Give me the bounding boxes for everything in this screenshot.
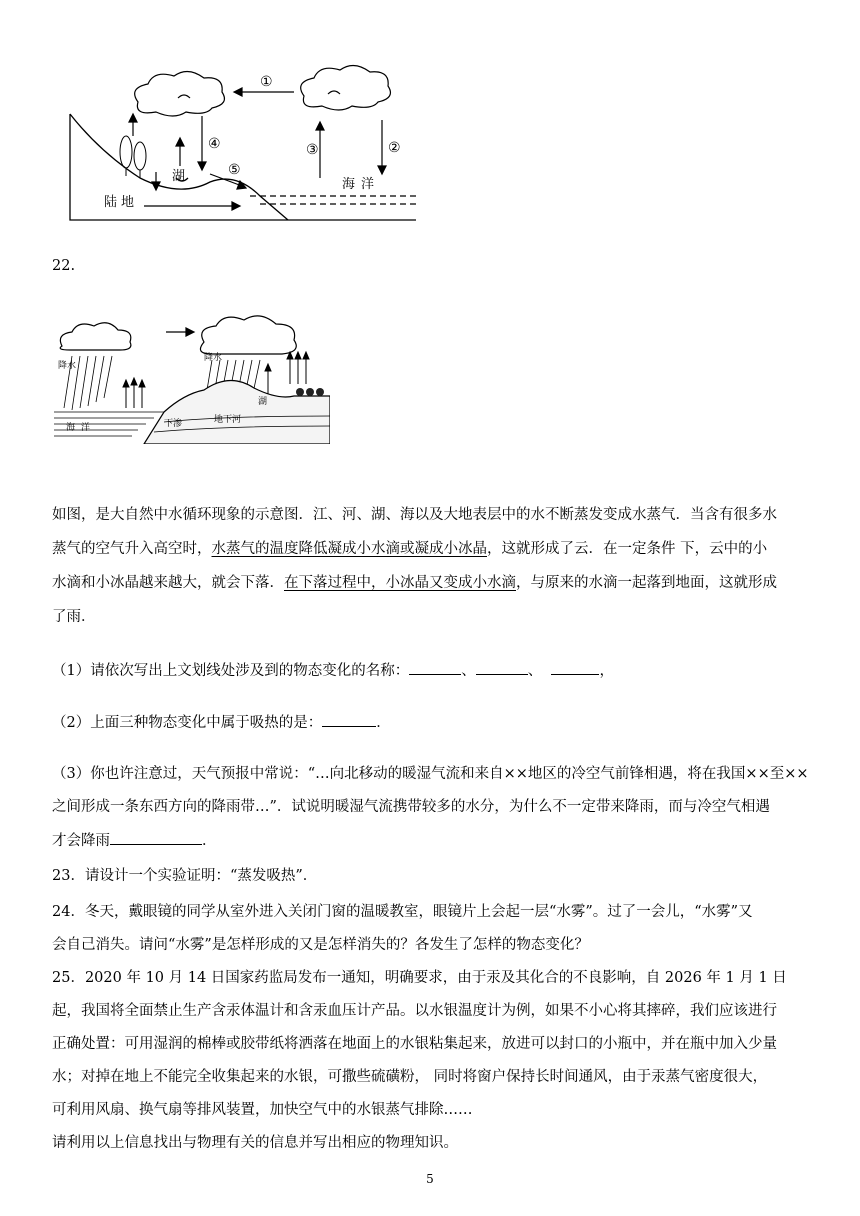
- arrow-4-label: ④: [208, 136, 221, 152]
- cloud-small: [60, 323, 131, 350]
- q25-line-2: 起，我国将全面禁止生产含汞体温计和含汞血压计产品。以水银温度计为例，如果不小心将其摔碎，我们应该进行: [52, 1003, 777, 1019]
- q22-sub-1: [52, 660, 812, 681]
- lake-label: 湖: [258, 397, 268, 407]
- ocean-label: 海洋: [342, 177, 381, 192]
- arrow-2: [378, 120, 386, 174]
- q22-para-line-2: [52, 539, 812, 559]
- question-number-22: 22.: [52, 258, 76, 274]
- q22-sub-1-sep-2: 、: [527, 663, 543, 679]
- seep-label: 下渗: [164, 419, 183, 429]
- q22-sub-1-end: ，: [599, 663, 614, 679]
- answer-blank-2[interactable]: [476, 660, 528, 675]
- page-number: 5: [426, 1172, 434, 1186]
- lake-label: 湖: [172, 169, 186, 184]
- arrow-2-label: ②: [388, 140, 401, 156]
- q22-sub-3-line-1: （3）你也许注意过，天气预报中常说：“…向北移动的暖湿气流和来自××地区的冷空气前锋相遇，将在我国××至××: [52, 766, 809, 782]
- trees-icon: [120, 136, 146, 178]
- ocean-label: 海洋: [66, 423, 97, 433]
- q22-sub-3-line-3: [52, 830, 812, 851]
- q22-para-line-2-post: ，这就形成了云．在一定条件 下，云中的小: [487, 541, 768, 557]
- q22-para-line-3-pre: 水滴和小冰晶越来越大，就会下落．: [52, 575, 284, 591]
- arrow-1-label: ①: [260, 74, 273, 90]
- q22-para-line-1: 如图，是大自然中水循环现象的示意图．江、河、湖、海以及大地表层中的水不断蒸发变成水蒸气．当含有很多水: [52, 507, 777, 523]
- q22-para-line-3-post: ，与原来的水滴一起落到地面，这就形成: [516, 575, 777, 591]
- arrow-3-label: ③: [306, 142, 319, 158]
- q22-sub-3-line-3-pre: 才会降雨: [52, 833, 110, 849]
- rain-right-label: 降水: [204, 353, 223, 363]
- answer-blank-1[interactable]: [409, 660, 461, 675]
- cloud-left: [135, 71, 225, 116]
- cloud-right: [301, 65, 391, 110]
- rain-left-label: 降水: [58, 361, 77, 371]
- ocean-waves: [250, 196, 416, 204]
- q24-line-1: 24．冬天，戴眼镜的同学从室外进入关闭门窗的温暖教室，眼镜片上会起一层“水雾”。过了一会儿，“水雾”又: [52, 904, 753, 920]
- q23-text: 23．请设计一个实验证明：“蒸发吸热”．: [52, 868, 318, 884]
- q22-sub-2-text: （2）上面三种物态变化中属于吸热的是：: [52, 715, 323, 731]
- arrow-5-label: ⑤: [228, 162, 241, 178]
- arrow-ground: [144, 202, 240, 210]
- arrow-tree-up: [129, 114, 160, 190]
- cloud-large: [200, 316, 296, 354]
- q22-para-line-2-pre: 蒸气的空气升入高空时，: [52, 541, 212, 557]
- q22-underline-1: 水蒸气的温度降低凝成小水滴或凝成小冰晶: [211, 541, 487, 557]
- q22-sub-3-line-2: 之间形成一条东西方向的降雨带…”．试说明暖湿气流携带较多的水分，为什么不一定带来降雨，而与冷空气相遇: [52, 799, 770, 815]
- q25-line-5: 可利用风扇、换气扇等排风装置，加快空气中的水银蒸气排除……: [52, 1102, 473, 1118]
- answer-blank-3[interactable]: [551, 660, 599, 675]
- underground-river-label: 地下河: [214, 415, 242, 425]
- arrow-4: [198, 116, 206, 170]
- trees-icon: [296, 388, 324, 396]
- water-cycle-diagram-1: [60, 62, 420, 222]
- q22-sub-2-end: ．: [376, 715, 391, 731]
- arrow-lake-up: [176, 138, 184, 166]
- q24-line-2: 会自己消失。请问“水雾”是怎样形成的又是怎样消失的？各发生了怎样的物态变化？: [52, 937, 589, 953]
- q22-sub-2: [52, 712, 812, 733]
- q22-sub-1-sep-1: 、: [461, 663, 476, 679]
- q22-para-line-4: 了雨．: [52, 609, 96, 625]
- q22-sub-3-line-3-end: ．: [202, 833, 217, 849]
- q25-line-1: 25．2020 年 10 月 14 日国家药监局发布一通知，明确要求，由于汞及其化合的不良影响，自 2026 年 1 月 1 日: [52, 970, 787, 986]
- land-label: 陆地: [104, 195, 139, 210]
- q22-sub-1-text: （1）请依次写出上文划线处涉及到的物态变化的名称：: [52, 663, 410, 679]
- arrow-wind: [166, 328, 194, 336]
- q22-para-line-3: [52, 573, 812, 593]
- q25-line-6: 请利用以上信息找出与物理有关的信息并写出相应的物理知识。: [52, 1135, 458, 1151]
- water-cycle-diagram-2: [54, 312, 330, 444]
- answer-blank-5[interactable]: [110, 830, 202, 845]
- q25-line-3: 正确处置：可用湿润的棉棒或胶带纸将洒落在地面上的水银粘集起来，放进可以封口的小瓶中，并在瓶中加入少量: [52, 1036, 777, 1052]
- answer-blank-4[interactable]: [322, 712, 376, 727]
- q25-line-4: 水；对掉在地上不能完全收集起来的水银，可撒些硫磺粉， 同时将窗户保持长时间通风，由于汞蒸气密度很大，: [52, 1069, 768, 1085]
- q22-underline-2: 在下落过程中，小冰晶又变成小水滴: [284, 575, 516, 591]
